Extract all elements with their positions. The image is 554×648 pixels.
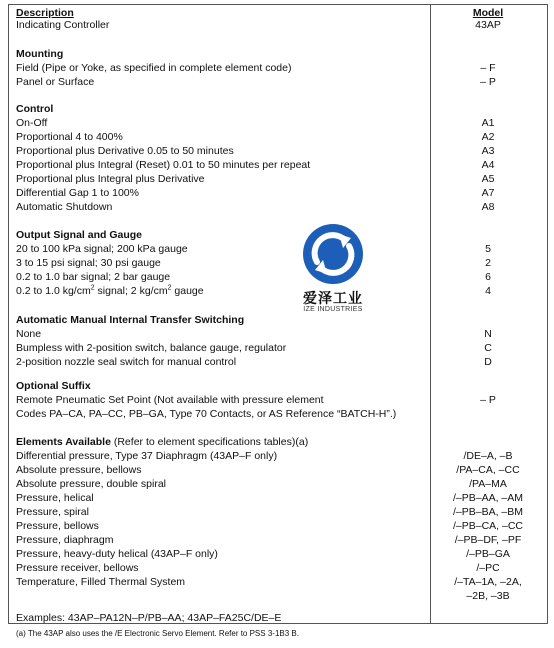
- logo-english-text: IZE INDUSTRIES: [303, 306, 363, 313]
- option-label: Differential Gap 1 to 100%: [16, 187, 139, 199]
- transfer-title: Automatic Manual Internal Transfer Switching: [16, 314, 245, 326]
- superscript: 2: [167, 284, 172, 292]
- table-row: [16, 200, 546, 214]
- option-label: 2-position nozzle seal switch for manual control: [16, 356, 237, 368]
- watermark-logo: [297, 224, 369, 318]
- option-code-continued: –2B, –3B: [466, 590, 510, 602]
- option-code: A1: [481, 117, 495, 129]
- table-row: [16, 158, 546, 172]
- label-part: signal; 2 kg/cm: [94, 285, 168, 297]
- option-label: Pressure receiver, bellows: [16, 562, 139, 574]
- option-label: Proportional plus Integral plus Derivative: [16, 173, 205, 185]
- mounting-title: Mounting: [16, 48, 64, 60]
- table-row: [16, 256, 546, 270]
- table-row: [16, 547, 546, 561]
- option-label: Proportional 4 to 400%: [16, 131, 123, 143]
- examples-row: [16, 611, 546, 625]
- option-code: 2: [485, 257, 491, 269]
- option-label: Proportional plus Derivative 0.05 to 50 minutes: [16, 145, 234, 157]
- control-title-row: [16, 102, 546, 116]
- suffix-title-row: [16, 379, 546, 393]
- elements-title-row: [16, 435, 546, 449]
- description-header: Description: [16, 7, 74, 19]
- option-code: A5: [481, 173, 495, 185]
- option-label: Codes PA–CA, PA–CC, PB–GA, Type 70 Contacts, or AS Reference “BATCH-H”.): [16, 408, 397, 420]
- option-code: A2: [481, 131, 495, 143]
- option-code: A3: [481, 145, 495, 157]
- option-label: Field (Pipe or Yoke, as specified in complete element code): [16, 62, 292, 74]
- table-row: [16, 589, 546, 603]
- option-code: /–PB–DF, –PF: [454, 534, 522, 546]
- option-label: Absolute pressure, double spiral: [16, 478, 167, 490]
- indicating-label: Indicating Controller: [16, 19, 110, 31]
- suffix-title: Optional Suffix: [16, 380, 91, 392]
- option-code: A4: [481, 159, 495, 171]
- superscript: 2: [90, 284, 95, 292]
- option-code: C: [484, 342, 492, 354]
- logo-chinese-text: 爱泽工业: [303, 290, 363, 306]
- table-row: [16, 519, 546, 533]
- option-code: /PA–MA: [469, 478, 507, 490]
- indicating-code: 43AP: [475, 19, 501, 31]
- table-row: [16, 144, 546, 158]
- option-label: Panel or Surface: [16, 76, 95, 88]
- option-label: Proportional plus Integral (Reset) 0.01 to 50 minutes per repeat: [16, 159, 311, 171]
- option-label: 0.2 to 1.0 bar signal; 2 bar gauge: [16, 271, 171, 283]
- logo-mark-icon: [303, 224, 363, 284]
- option-code: /–PB–BA, –BM: [452, 506, 524, 518]
- table-row: [16, 130, 546, 144]
- elements-title-note: (Refer to element specifications tables)(a): [110, 436, 309, 448]
- table-row: [16, 355, 546, 369]
- model-header: Model: [472, 7, 504, 19]
- elements-title: [16, 435, 308, 449]
- option-code: N: [484, 328, 492, 340]
- elements-title-bold: Elements Available: [16, 436, 111, 448]
- option-code: /–PB–AA, –AM: [452, 492, 524, 504]
- table-row: [16, 172, 546, 186]
- option-label: Automatic Shutdown: [16, 201, 113, 213]
- option-code: 4: [485, 285, 491, 297]
- option-label: Pressure, diaphragm: [16, 534, 114, 546]
- table-row: [16, 61, 546, 75]
- option-label: Pressure, heavy-duty helical (43AP–F only): [16, 548, 218, 560]
- option-code: /–PC: [476, 562, 500, 574]
- output-title-row: [16, 228, 546, 242]
- transfer-title-row: [16, 313, 546, 327]
- option-label: Absolute pressure, bellows: [16, 464, 142, 476]
- option-label: 3 to 15 psi signal; 30 psi gauge: [16, 257, 161, 269]
- table-row: [16, 533, 546, 547]
- option-label: Temperature, Filled Thermal System: [16, 576, 186, 588]
- table-row: [16, 449, 546, 463]
- option-code: 5: [485, 243, 491, 255]
- option-label: Pressure, helical: [16, 492, 94, 504]
- table-row: [16, 491, 546, 505]
- table-row: [16, 463, 546, 477]
- table-row: [16, 407, 546, 421]
- option-label: Differential pressure, Type 37 Diaphragm (43AP–F only): [16, 450, 278, 462]
- label-part: 0.2 to 1.0 kg/cm: [16, 285, 91, 297]
- option-code: A7: [481, 187, 495, 199]
- option-label: 20 to 100 kPa signal; 200 kPa gauge: [16, 243, 188, 255]
- indicating-row: [16, 18, 546, 32]
- option-code: /PA–CA, –CC: [456, 464, 520, 476]
- table-row: [16, 477, 546, 491]
- option-label: On-Off: [16, 117, 48, 129]
- option-label: Pressure, spiral: [16, 506, 89, 518]
- option-code: A8: [481, 201, 495, 213]
- table-row: [16, 284, 546, 298]
- option-code: – P: [480, 76, 496, 88]
- footnote: (a) The 43AP also uses the /E Electronic Servo Element. Refer to PSS 3-1B3 B.: [16, 629, 299, 638]
- option-code: /–PB–GA: [466, 548, 510, 560]
- option-label: Remote Pneumatic Set Point (Not available with pressure element: [16, 394, 324, 406]
- table-row: [16, 116, 546, 130]
- examples-text: Examples: 43AP–PA12N–P/PB–AA; 43AP–FA25C/DE–E: [16, 612, 282, 624]
- table-row: [16, 575, 546, 589]
- option-label: Bumpless with 2-position switch, balance gauge, regulator: [16, 342, 287, 354]
- table-row: [16, 327, 546, 341]
- option-code: D: [484, 356, 492, 368]
- output-title: Output Signal and Gauge: [16, 229, 142, 241]
- table-row: [16, 270, 546, 284]
- table-row: [16, 242, 546, 256]
- table-row: [16, 505, 546, 519]
- table-row: [16, 393, 546, 407]
- option-code: 6: [485, 271, 491, 283]
- option-code: – F: [480, 62, 496, 74]
- option-code: /–TA–1A, –2A,: [454, 576, 522, 588]
- option-code: /DE–A, –B: [463, 450, 513, 462]
- label-part: gauge: [171, 285, 204, 297]
- option-code: /–PB–CA, –CC: [452, 520, 524, 532]
- option-label: Pressure, bellows: [16, 520, 99, 532]
- table-row: [16, 186, 546, 200]
- table-row: [16, 561, 546, 575]
- mounting-title-row: [16, 47, 546, 61]
- option-label: [16, 284, 204, 298]
- control-title: Control: [16, 103, 54, 115]
- option-label: None: [16, 328, 42, 340]
- table-row: [16, 341, 546, 355]
- option-code: – P: [480, 394, 496, 406]
- table-row: [16, 75, 546, 89]
